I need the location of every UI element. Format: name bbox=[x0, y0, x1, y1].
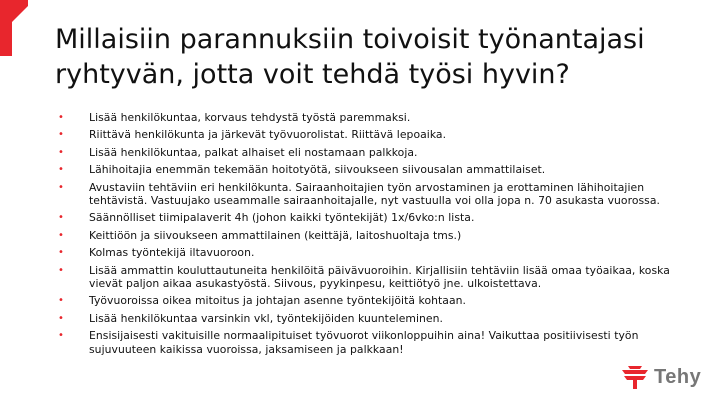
bullet-dot: • bbox=[58, 247, 64, 259]
bullet-dot: • bbox=[58, 112, 64, 123]
bullet-dot: • bbox=[58, 164, 64, 176]
bullet-text: Säännölliset tiimipalaverit 4h (johon kaikki työntekijät) 1x/6vko:n lista. bbox=[89, 211, 475, 225]
bullet-dot: • bbox=[58, 330, 64, 342]
bullet-text: Lisää henkilökuntaa, palkat alhaiset eli nostamaan palkkoja. bbox=[89, 145, 418, 159]
bullet-item bbox=[58, 146, 678, 159]
bullet-text: Ensisijaisesti vakituisille normaalipituiset työvuorot viikonloppuihin aina! Vaikuttaa positiivisesti työn sujuvuuteen kaikissa vuoroissa, jaksamiseen ja palkkaan! bbox=[89, 329, 639, 356]
bullet-item bbox=[58, 181, 678, 208]
tehy-logo bbox=[620, 364, 701, 390]
bullet-text: Kolmas työntekijä iltavuoroon. bbox=[89, 246, 255, 260]
bullet-item bbox=[58, 246, 678, 259]
bullet-text: Avustaviin tehtäviin eri henkilökunta. Sairaanhoitajien työn arvostaminen ja erottaminen lähihoitajien tehtävistä. Vastuujako useammalle sairaanhoitajalle, nyt vastuulla voi olla jopa n. 70 asukasta vuorossa. bbox=[89, 180, 660, 208]
bullet-dot: • bbox=[58, 264, 64, 276]
bullet-item bbox=[58, 128, 678, 141]
corner-accent-shape bbox=[0, 0, 28, 56]
logo-text: Tehy bbox=[654, 365, 702, 388]
bullet-dot: • bbox=[58, 295, 64, 307]
tehy-logo-icon bbox=[620, 364, 650, 390]
bullet-list bbox=[58, 111, 678, 360]
bullet-item bbox=[58, 229, 678, 242]
bullet-dot: • bbox=[58, 129, 64, 141]
bullet-item bbox=[58, 312, 678, 325]
bullet-item bbox=[58, 111, 678, 124]
bullet-dot: • bbox=[58, 312, 64, 324]
bullet-dot: • bbox=[58, 212, 64, 224]
bullet-text: Lähihoitajia enemmän tekemään hoitotyötä, siivoukseen siivousalan ammattilaiset. bbox=[89, 163, 546, 177]
bullet-dot: • bbox=[58, 146, 64, 158]
bullet-text: Lisää ammattin kouluttautuneita henkilöitä päivävuoroihin. Kirjallisiin tehtäviin lisää omaa työaikaa, koska vievät paljon aikaa asukastyöstä. Siivous, pyykinpesu, keittiötyö jne. ulkoistettava. bbox=[89, 263, 670, 291]
bullet-dot: • bbox=[58, 181, 64, 193]
bullet-text: Työvuoroissa oikea mitoitus ja johtajan asenne työntekijöitä kohtaan. bbox=[89, 294, 466, 308]
bullet-text: Riittävä henkilökunta ja järkevät työvuorolistat. Riittävä lepoaika. bbox=[89, 128, 447, 142]
bullet-item bbox=[58, 294, 678, 307]
bullet-item bbox=[58, 163, 678, 176]
bullet-text: Keittiöön ja siivoukseen ammattilainen (keittäjä, laitoshuoltaja tms.) bbox=[89, 228, 462, 242]
slide-title: Millaisiin parannuksiin toivoisit työnantajasi ryhtyvän, jotta voit tehdä työsi hyvin? bbox=[55, 24, 645, 90]
bullet-text: Lisää henkilökuntaa, korvaus tehdystä työstä paremmaksi. bbox=[89, 111, 411, 124]
bullet-item bbox=[58, 329, 678, 356]
bullet-text: Lisää henkilökuntaa varsinkin vkl, työntekijöiden kuunteleminen. bbox=[89, 311, 443, 325]
bullet-item bbox=[58, 264, 678, 291]
bullet-dot: • bbox=[58, 229, 64, 241]
bullet-item bbox=[58, 211, 678, 224]
